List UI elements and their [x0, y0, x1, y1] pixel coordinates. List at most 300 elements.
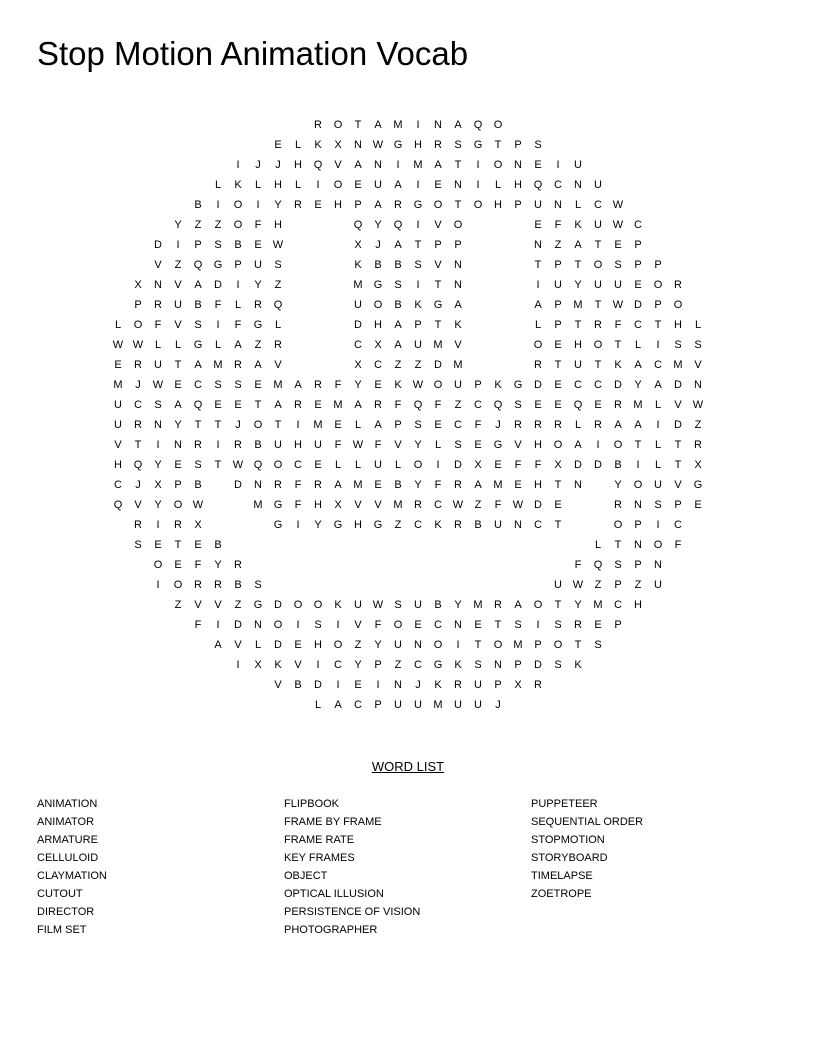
grid-letter: Q	[473, 119, 483, 131]
grid-letter: F	[514, 459, 522, 471]
grid-letter: X	[334, 139, 342, 151]
grid-letter: D	[674, 419, 682, 431]
word-list-item: KEY FRAMES	[284, 852, 355, 864]
grid-letter: E	[594, 619, 602, 631]
grid-letter: O	[533, 599, 543, 611]
grid-letter: I	[296, 619, 300, 631]
grid-letter: J	[135, 479, 141, 491]
grid-letter: P	[374, 659, 382, 671]
grid-letter: S	[614, 259, 622, 271]
grid-letter: X	[354, 359, 362, 371]
grid-letter: L	[214, 179, 222, 191]
grid-letter: C	[374, 359, 382, 371]
grid-letter: R	[554, 419, 562, 431]
grid-letter: A	[294, 379, 302, 391]
grid-letter: K	[394, 379, 402, 391]
grid-letter: L	[654, 399, 662, 411]
grid-letter: H	[574, 339, 582, 351]
grid-letter: O	[433, 379, 443, 391]
grid-letter: I	[636, 459, 640, 471]
grid-letter: C	[354, 339, 362, 351]
grid-letter: Q	[133, 459, 143, 471]
grid-letter: Y	[414, 479, 422, 491]
grid-letter: T	[274, 419, 282, 431]
grid-letter: R	[454, 679, 462, 691]
grid-letter: X	[154, 479, 162, 491]
grid-letter: W	[132, 339, 144, 351]
grid-letter: E	[614, 239, 622, 251]
grid-letter: O	[313, 599, 323, 611]
grid-letter: P	[654, 259, 662, 271]
grid-letter: K	[454, 659, 462, 671]
grid-letter: V	[674, 479, 682, 491]
grid-letter: S	[394, 599, 402, 611]
grid-letter: T	[574, 639, 582, 651]
grid-letter: I	[396, 159, 400, 171]
grid-letter: T	[654, 319, 662, 331]
grid-letter: V	[274, 679, 282, 691]
grid-letter: P	[634, 259, 642, 271]
grid-letter: L	[274, 319, 282, 331]
grid-letter: U	[654, 479, 662, 491]
grid-letter: Z	[594, 579, 602, 591]
grid-letter: M	[433, 699, 443, 711]
grid-letter: U	[354, 299, 362, 311]
grid-letter: D	[454, 459, 462, 471]
grid-letter: H	[314, 499, 322, 511]
grid-letter: I	[416, 179, 420, 191]
grid-letter: X	[694, 459, 702, 471]
grid-letter: M	[393, 499, 403, 511]
grid-letter: A	[254, 359, 262, 371]
grid-letter: Q	[413, 399, 423, 411]
grid-letter: L	[334, 459, 342, 471]
grid-letter: Z	[174, 259, 182, 271]
grid-letter: E	[314, 459, 322, 471]
grid-letter: F	[614, 319, 622, 331]
grid-letter: T	[554, 519, 562, 531]
grid-letter: F	[254, 219, 262, 231]
grid-letter: F	[574, 559, 582, 571]
grid-letter: R	[174, 519, 182, 531]
grid-letter: R	[414, 499, 422, 511]
grid-letter: M	[393, 119, 403, 131]
grid-letter: H	[334, 199, 342, 211]
grid-letter: Z	[214, 219, 222, 231]
grid-letter: T	[674, 459, 682, 471]
grid-letter: Z	[174, 599, 182, 611]
grid-letter: U	[414, 339, 422, 351]
grid-letter: T	[494, 139, 502, 151]
grid-letter: X	[134, 279, 142, 291]
grid-letter: I	[216, 319, 220, 331]
grid-letter: K	[454, 319, 462, 331]
grid-letter: U	[414, 599, 422, 611]
grid-letter: A	[354, 159, 362, 171]
grid-letter: P	[514, 659, 522, 671]
grid-letter: E	[534, 159, 542, 171]
grid-letter: J	[255, 159, 261, 171]
grid-letter: I	[656, 339, 660, 351]
grid-letter: O	[413, 459, 423, 471]
grid-letter: X	[474, 459, 482, 471]
grid-letter: S	[614, 559, 622, 571]
grid-letter: A	[534, 299, 542, 311]
grid-letter: I	[236, 659, 240, 671]
grid-letter: V	[194, 599, 202, 611]
grid-letter: A	[174, 399, 182, 411]
grid-letter: Q	[273, 299, 283, 311]
grid-letter: S	[534, 139, 542, 151]
grid-letter: E	[294, 639, 302, 651]
grid-letter: P	[174, 479, 182, 491]
grid-letter: W	[512, 499, 524, 511]
grid-letter: D	[154, 239, 162, 251]
grid-letter: T	[174, 359, 182, 371]
grid-letter: E	[514, 479, 522, 491]
grid-letter: T	[574, 319, 582, 331]
grid-letter: E	[174, 559, 182, 571]
grid-letter: K	[614, 359, 622, 371]
grid-letter: Y	[274, 199, 282, 211]
grid-letter: X	[514, 679, 522, 691]
grid-letter: T	[174, 539, 182, 551]
grid-letter: E	[354, 679, 362, 691]
grid-letter: G	[513, 379, 523, 391]
grid-letter: E	[534, 399, 542, 411]
grid-letter: I	[656, 419, 660, 431]
grid-letter: Z	[414, 359, 422, 371]
grid-letter: F	[394, 399, 402, 411]
grid-letter: R	[194, 579, 202, 591]
grid-letter: N	[694, 379, 702, 391]
grid-letter: M	[213, 359, 223, 371]
grid-letter: R	[534, 419, 542, 431]
grid-letter: N	[354, 139, 362, 151]
grid-letter: H	[534, 439, 542, 451]
grid-letter: H	[314, 639, 322, 651]
grid-letter: R	[594, 319, 602, 331]
grid-letter: U	[254, 259, 262, 271]
grid-letter: A	[234, 339, 242, 351]
grid-letter: L	[254, 179, 262, 191]
grid-letter: V	[694, 359, 702, 371]
grid-letter: S	[454, 139, 462, 151]
grid-letter: J	[275, 159, 281, 171]
grid-letter: S	[554, 659, 562, 671]
grid-letter: V	[134, 499, 142, 511]
grid-letter: B	[194, 479, 202, 491]
grid-letter: H	[634, 599, 642, 611]
grid-letter: A	[474, 479, 482, 491]
grid-letter: V	[214, 599, 222, 611]
grid-letter: C	[454, 419, 462, 431]
grid-letter: T	[434, 319, 442, 331]
grid-letter: N	[494, 659, 502, 671]
grid-letter: N	[394, 679, 402, 691]
grid-letter: Q	[533, 179, 543, 191]
grid-letter: Y	[174, 419, 182, 431]
grid-letter: I	[216, 439, 220, 451]
grid-letter: T	[214, 459, 222, 471]
grid-letter: R	[694, 439, 702, 451]
word-list-item: OPTICAL ILLUSION	[284, 888, 384, 900]
grid-letter: R	[134, 519, 142, 531]
grid-letter: R	[194, 439, 202, 451]
grid-letter: K	[494, 379, 502, 391]
grid-letter: I	[456, 639, 460, 651]
grid-letter: F	[234, 319, 242, 331]
grid-letter: F	[554, 219, 562, 231]
grid-letter: T	[554, 599, 562, 611]
grid-letter: T	[474, 639, 482, 651]
grid-letter: C	[194, 379, 202, 391]
grid-letter: F	[374, 619, 382, 631]
grid-letter: V	[434, 219, 442, 231]
grid-letter: C	[534, 519, 542, 531]
grid-letter: P	[634, 559, 642, 571]
grid-letter: T	[254, 399, 262, 411]
grid-letter: U	[274, 439, 282, 451]
grid-letter: Y	[154, 459, 162, 471]
grid-letter: G	[373, 519, 383, 531]
grid-letter: V	[354, 499, 362, 511]
grid-letter: I	[316, 179, 320, 191]
grid-letter: K	[354, 259, 362, 271]
grid-letter: I	[296, 519, 300, 531]
grid-letter: R	[514, 419, 522, 431]
grid-letter: K	[434, 519, 442, 531]
grid-letter: X	[554, 459, 562, 471]
grid-letter: S	[234, 379, 242, 391]
grid-letter: Y	[634, 379, 642, 391]
grid-letter: N	[654, 559, 662, 571]
grid-letter: P	[134, 299, 142, 311]
grid-letter: T	[574, 259, 582, 271]
grid-letter: T	[454, 159, 462, 171]
grid-letter: S	[214, 379, 222, 391]
word-list-column-3	[531, 795, 643, 903]
grid-letter: O	[333, 179, 343, 191]
grid-letter: O	[553, 639, 563, 651]
grid-letter: B	[254, 439, 262, 451]
grid-letter: M	[253, 499, 263, 511]
grid-letter: A	[334, 699, 342, 711]
grid-letter: O	[333, 119, 343, 131]
grid-letter: O	[653, 279, 663, 291]
grid-letter: Z	[354, 639, 362, 651]
grid-letter: V	[394, 439, 402, 451]
grid-letter: O	[633, 479, 643, 491]
grid-letter: G	[493, 439, 503, 451]
grid-letter: V	[354, 619, 362, 631]
grid-letter: T	[554, 479, 562, 491]
grid-letter: N	[454, 279, 462, 291]
grid-letter: N	[634, 539, 642, 551]
grid-letter: C	[134, 399, 142, 411]
grid-letter: E	[374, 379, 382, 391]
grid-letter: O	[393, 619, 403, 631]
grid-letter: W	[412, 379, 424, 391]
grid-letter: C	[414, 519, 422, 531]
grid-letter: B	[374, 259, 382, 271]
grid-letter: X	[354, 239, 362, 251]
grid-letter: M	[673, 359, 683, 371]
grid-letter: A	[374, 199, 382, 211]
grid-letter: L	[354, 459, 362, 471]
word-list-item: ANIMATOR	[37, 816, 95, 828]
grid-letter: D	[434, 359, 442, 371]
grid-letter: L	[114, 319, 122, 331]
word-list-item: CLAYMATION	[37, 870, 107, 882]
grid-letter: E	[334, 419, 342, 431]
grid-letter: D	[214, 279, 222, 291]
word-list-item: OBJECT	[284, 870, 328, 882]
grid-letter: P	[454, 239, 462, 251]
grid-letter: I	[436, 459, 440, 471]
grid-letter: H	[414, 139, 422, 151]
grid-letter: L	[394, 459, 402, 471]
grid-letter: O	[293, 599, 303, 611]
word-list-item: STORYBOARD	[531, 852, 608, 864]
grid-letter: I	[236, 279, 240, 291]
grid-letter: C	[434, 619, 442, 631]
grid-letter: M	[513, 639, 523, 651]
word-list-item: FLIPBOOK	[284, 798, 340, 810]
grid-letter: D	[674, 379, 682, 391]
grid-letter: O	[333, 639, 343, 651]
grid-letter: V	[514, 439, 522, 451]
grid-letter: L	[654, 439, 662, 451]
grid-letter: H	[114, 459, 122, 471]
grid-letter: S	[694, 339, 702, 351]
grid-letter: Y	[454, 599, 462, 611]
grid-letter: P	[674, 499, 682, 511]
grid-letter: S	[414, 419, 422, 431]
grid-letter: N	[454, 179, 462, 191]
grid-letter: T	[134, 439, 142, 451]
grid-letter: F	[294, 479, 302, 491]
grid-letter: U	[654, 579, 662, 591]
grid-letter: P	[634, 519, 642, 531]
grid-letter: Z	[394, 519, 402, 531]
grid-letter: S	[394, 279, 402, 291]
grid-letter: A	[374, 119, 382, 131]
grid-letter: A	[614, 419, 622, 431]
grid-letter: Z	[274, 279, 282, 291]
grid-letter: Y	[574, 279, 582, 291]
grid-letter: O	[673, 299, 683, 311]
word-list-item: ZOETROPE	[531, 888, 592, 900]
grid-letter: I	[336, 679, 340, 691]
grid-letter: S	[214, 239, 222, 251]
grid-letter: R	[134, 419, 142, 431]
grid-letter: R	[674, 279, 682, 291]
grid-letter: A	[574, 439, 582, 451]
grid-letter: R	[234, 559, 242, 571]
grid-letter: S	[474, 659, 482, 671]
grid-letter: O	[233, 199, 243, 211]
grid-letter: O	[433, 639, 443, 651]
grid-letter: W	[272, 239, 284, 251]
grid-letter: U	[394, 699, 402, 711]
grid-letter: G	[253, 319, 263, 331]
grid-letter: C	[114, 479, 122, 491]
grid-letter: C	[674, 519, 682, 531]
grid-letter: E	[434, 419, 442, 431]
grid-letter: S	[194, 459, 202, 471]
grid-letter: V	[294, 659, 302, 671]
grid-letter: Q	[313, 159, 323, 171]
grid-letter: E	[554, 339, 562, 351]
grid-letter: V	[374, 499, 382, 511]
grid-letter: P	[514, 139, 522, 151]
grid-letter: I	[316, 659, 320, 671]
grid-letter: G	[433, 299, 443, 311]
grid-letter: G	[473, 139, 483, 151]
grid-letter: M	[633, 399, 643, 411]
grid-letter: E	[314, 399, 322, 411]
grid-letter: C	[594, 199, 602, 211]
grid-letter: G	[433, 659, 443, 671]
word-list-item: TIMELAPSE	[531, 870, 593, 882]
grid-letter: K	[574, 659, 582, 671]
grid-letter: M	[273, 379, 283, 391]
grid-letter: U	[614, 279, 622, 291]
grid-letter: E	[254, 239, 262, 251]
grid-letter: X	[334, 499, 342, 511]
grid-letter: D	[534, 499, 542, 511]
grid-letter: L	[694, 319, 702, 331]
grid-letter: C	[554, 179, 562, 191]
grid-letter: A	[574, 239, 582, 251]
grid-letter: T	[594, 359, 602, 371]
grid-letter: A	[394, 239, 402, 251]
grid-letter: J	[495, 699, 501, 711]
grid-letter: C	[634, 319, 642, 331]
grid-letter: Q	[193, 259, 203, 271]
grid-letter: A	[434, 159, 442, 171]
grid-letter: R	[614, 399, 622, 411]
grid-letter: L	[534, 319, 542, 331]
grid-letter: N	[454, 259, 462, 271]
word-list-item: ARMATURE	[37, 834, 98, 846]
grid-letter: U	[114, 419, 122, 431]
grid-letter: H	[274, 219, 282, 231]
grid-letter: O	[153, 559, 163, 571]
grid-letter: R	[314, 479, 322, 491]
grid-letter: W	[152, 379, 164, 391]
grid-letter: Z	[194, 219, 202, 231]
grid-letter: B	[294, 679, 302, 691]
grid-letter: S	[194, 319, 202, 331]
grid-letter: U	[174, 299, 182, 311]
grid-letter: Z	[634, 579, 642, 591]
grid-letter: L	[294, 139, 302, 151]
grid-letter: P	[554, 319, 562, 331]
grid-letter: B	[434, 599, 442, 611]
grid-letter: H	[514, 179, 522, 191]
grid-letter: N	[454, 619, 462, 631]
grid-letter: I	[556, 159, 560, 171]
grid-letter: N	[254, 619, 262, 631]
grid-letter: R	[394, 199, 402, 211]
grid-letter: S	[454, 439, 462, 451]
grid-letter: O	[133, 319, 143, 331]
grid-letter: S	[254, 579, 262, 591]
grid-letter: U	[154, 359, 162, 371]
grid-letter: P	[474, 379, 482, 391]
